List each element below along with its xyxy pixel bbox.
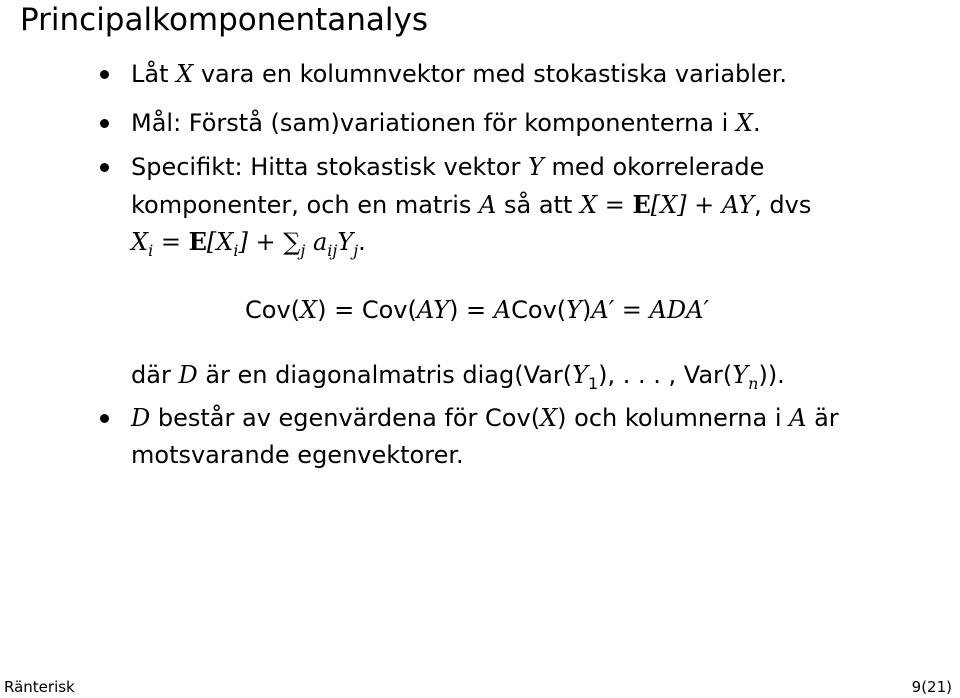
math-expr: ] bbox=[238, 228, 248, 256]
bullet-4-line-2: motsvarande egenvektorer. bbox=[131, 441, 464, 469]
text-span: Mål: Förstå (sam)variationen för komponenterna i bbox=[131, 109, 736, 137]
math-var: A bbox=[493, 296, 512, 324]
text-span: ) och kolumnerna i bbox=[557, 404, 790, 432]
math-subscript: 1 bbox=[587, 374, 599, 393]
bullet-marker bbox=[100, 163, 109, 172]
math-subscript: j bbox=[300, 241, 306, 260]
text-span: ) = Cov( bbox=[317, 296, 417, 324]
text-span: med okorrelerade bbox=[543, 153, 765, 181]
expectation-symbol: E bbox=[188, 227, 207, 256]
math-var: X bbox=[131, 228, 149, 256]
expectation-symbol: E bbox=[632, 190, 651, 219]
math-var: X bbox=[176, 60, 194, 88]
math-op: = bbox=[614, 296, 650, 324]
bullet-3-line-2 bbox=[131, 190, 812, 219]
bullet-marker bbox=[100, 119, 109, 128]
text-span: vara en kolumnvektor med stokastiska variabler. bbox=[193, 60, 788, 88]
text-span: )). bbox=[758, 361, 785, 389]
text-span: Cov( bbox=[245, 296, 301, 324]
text-span: så att bbox=[496, 191, 580, 219]
bullet-2-text bbox=[131, 111, 761, 135]
math-op: = bbox=[597, 191, 633, 219]
math-var: A bbox=[479, 191, 497, 219]
math-subscript: i bbox=[148, 241, 154, 260]
math-subscript: j bbox=[353, 241, 359, 260]
page-number: 9(21) bbox=[911, 678, 952, 696]
bullet-marker bbox=[100, 70, 109, 79]
math-op: + bbox=[247, 228, 284, 256]
display-equation bbox=[245, 296, 709, 324]
math-var: D bbox=[178, 361, 198, 389]
text-span: ) bbox=[582, 296, 592, 324]
text-span: komponenter, och en matris bbox=[131, 191, 479, 219]
text-span: är en diagonalmatris diag(Var( bbox=[197, 361, 573, 389]
slide-title: Principalkomponentanalys bbox=[20, 2, 429, 38]
sum-symbol: ∑ bbox=[283, 228, 301, 256]
math-op: = bbox=[153, 228, 189, 256]
math-var: D bbox=[131, 404, 151, 432]
bullet-3-line-3 bbox=[131, 227, 366, 260]
text-span: är bbox=[806, 404, 839, 432]
math-op: + bbox=[686, 191, 722, 219]
text-span: , dvs bbox=[754, 191, 812, 219]
text-span: Specifikt: Hitta stokastisk vektor bbox=[131, 153, 528, 181]
text-span: ) = bbox=[449, 296, 494, 324]
diagonal-matrix-line bbox=[131, 363, 785, 392]
math-subscript: ij bbox=[327, 241, 338, 260]
text-span: Låt bbox=[131, 60, 177, 88]
math-var: Y bbox=[566, 296, 582, 324]
math-expr: A′ bbox=[591, 296, 615, 324]
text-span: ), . . . , Var( bbox=[598, 361, 733, 389]
math-expr: ADA′ bbox=[649, 296, 709, 324]
math-var: A bbox=[789, 404, 807, 432]
math-var: X bbox=[735, 109, 753, 137]
math-expr: AY bbox=[416, 296, 450, 324]
math-var: Y bbox=[732, 361, 749, 389]
text-span: där bbox=[131, 361, 179, 389]
math-var: Y bbox=[527, 153, 544, 181]
math-expr: AY bbox=[721, 191, 755, 219]
math-var: X bbox=[540, 404, 558, 432]
text-span: Cov( bbox=[511, 296, 567, 324]
math-var: X bbox=[579, 191, 598, 219]
bullet-marker bbox=[100, 414, 109, 423]
math-var: Y bbox=[337, 228, 354, 256]
math-var: a bbox=[305, 228, 328, 256]
math-subscript: i bbox=[233, 241, 239, 260]
text-span: består av egenvärdena för Cov( bbox=[150, 404, 541, 432]
math-var: Y bbox=[572, 361, 588, 389]
math-var: X bbox=[300, 296, 318, 324]
text-span: . bbox=[358, 228, 366, 256]
math-subscript: n bbox=[748, 374, 759, 393]
footer-left: Ränterisk bbox=[4, 678, 75, 696]
math-expr: [X bbox=[206, 228, 234, 256]
math-expr: [X] bbox=[650, 191, 687, 219]
text-span: . bbox=[753, 109, 761, 137]
bullet-4-line-1 bbox=[131, 406, 839, 430]
bullet-3-line-1 bbox=[131, 155, 764, 179]
bullet-1-text bbox=[131, 62, 787, 86]
